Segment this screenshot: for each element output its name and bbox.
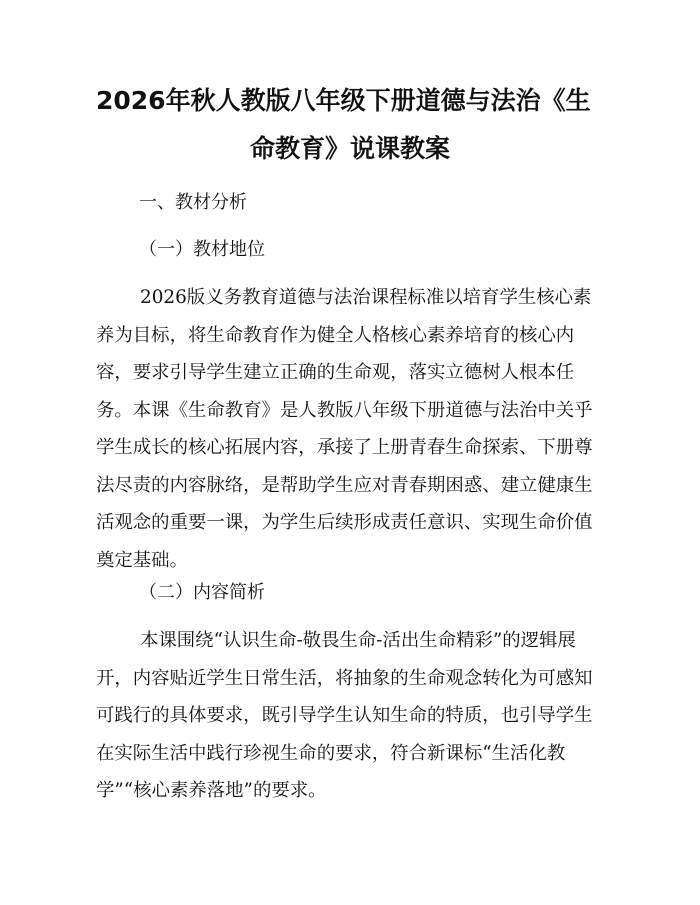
paragraph-line: 容，要求引导学生建立正确的生命观，落实立德树人根本任 bbox=[96, 362, 575, 383]
paragraph-line: 养为目标，将生命教育作为健全人格核心素养培育的核心内 bbox=[96, 324, 575, 346]
paragraph-line: 在实际生活中践行珍视生命的要求，符合新课标“生活化教 bbox=[96, 742, 566, 764]
subsection-heading-2: （二）内容简析 bbox=[139, 582, 265, 603]
subsection-heading-1: （一）教材地位 bbox=[139, 239, 265, 260]
paragraph-line: 活观念的重要一课，为学生后续形成责任意识、实现生命价值 bbox=[96, 512, 593, 533]
paragraph-line: 务。本课《生命教育》是人教版八年级下册道德与法治中关乎 bbox=[96, 399, 593, 421]
paragraph-content-analysis bbox=[96, 622, 616, 810]
paragraph-line: 本课围绕“认识生命-敬畏生命-活出生命精彩”的逻辑展 bbox=[140, 630, 576, 651]
paragraph-line: 学生成长的核心拓展内容，承接了上册青春生命探索、下册尊 bbox=[96, 437, 593, 458]
paragraph-line: 法尽责的内容脉络，是帮助学生应对青春期困惑、建立健康生 bbox=[96, 474, 593, 496]
paragraph-line: 开，内容贴近学生日常生活，将抽象的生命观念转化为可感知 bbox=[96, 667, 593, 689]
section-heading: 一、教材分析 bbox=[139, 192, 247, 213]
paragraph-line: 学”“核心素养落地”的要求。 bbox=[96, 780, 327, 801]
paragraph-line: 2026版义务教育道德与法治课程标准以培育学生核心素 bbox=[140, 287, 592, 308]
document-title-line-2: 命教育》说课教案 bbox=[249, 134, 450, 163]
paragraph-line: 可践行的具体要求，既引导学生认知生命的特质，也引导学生 bbox=[96, 705, 593, 726]
paragraph-line: 奠定基础。 bbox=[96, 549, 188, 571]
document-title-line-1: 2026年秋人教版八年级下册道德与法治《生 bbox=[96, 86, 591, 115]
paragraph-textbook-position bbox=[96, 279, 616, 579]
